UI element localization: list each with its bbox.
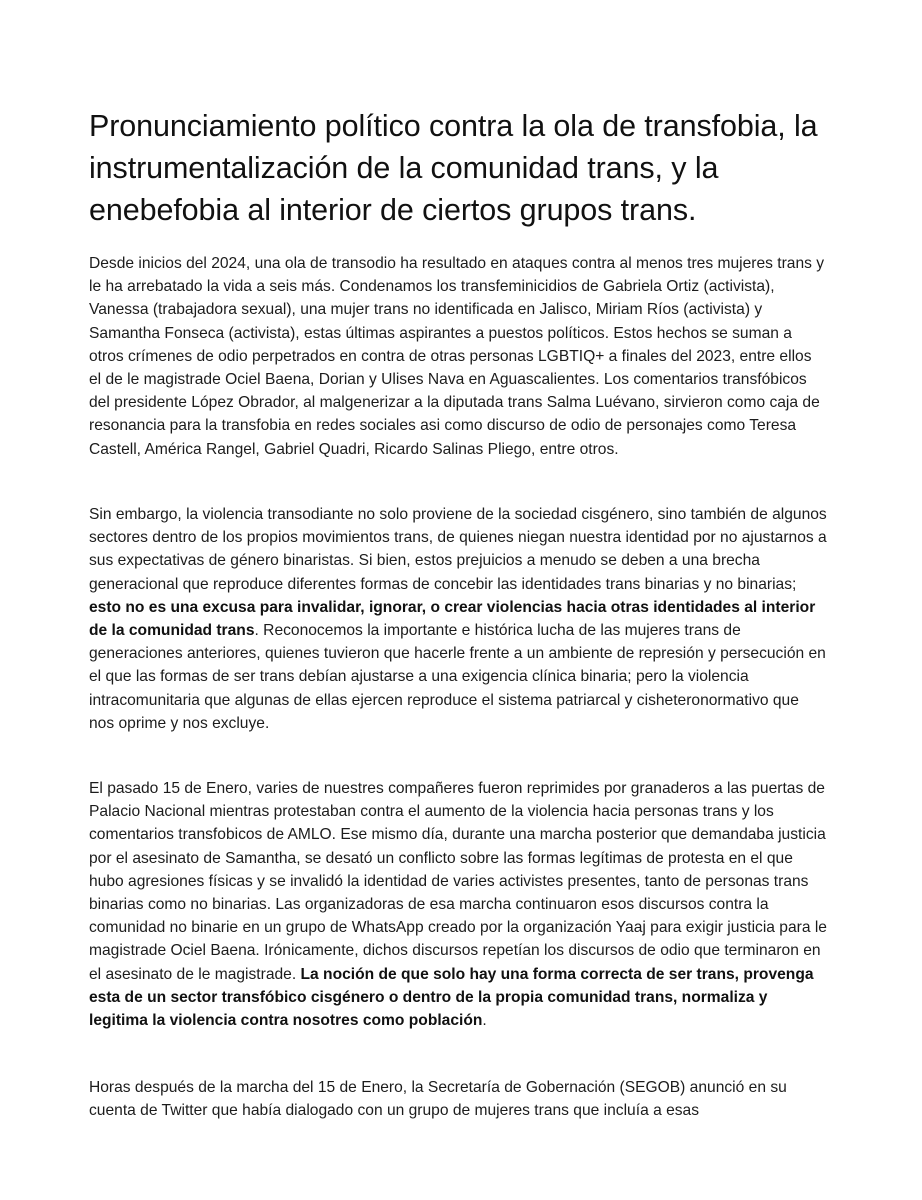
- paragraph-4-text: Horas después de la marcha del 15 de Enero, la Secretaría de Gobernación (SEGOB) anunció en su cuenta de Twitter que había dialogado con un grupo de mujeres trans que incluía a esas: [89, 1079, 787, 1120]
- paragraph-3: [89, 777, 827, 1032]
- paragraph-2-bold-statement: esto no es una excusa para invalidar, ignorar, o crear violencias hacia otras identidades al interior de la comunidad trans: [89, 598, 816, 640]
- paragraph-2-text-start: Sin embargo, la violencia transodiante no solo proviene de la sociedad cisgénero, sino también de algunos sectores dentro de los propios movimientos trans, de quienes niegan nuestra identidad por no ajustarnos a sus expectativas de género binaristas. Si bien, estos prejuicios a menudo se deben a una brecha generacional que reproduce diferentes formas de concebir las identidades trans binarias y no binarias;: [89, 506, 827, 593]
- paragraph-1-text: Desde inicios del 2024, una ola de transodio ha resultado en ataques contra al menos tres mujeres trans y le ha arrebatado la vida a seis más. Condenamos los transfeminicidios de Gabriela Ortiz (activista), Vanessa (trabajadora sexual), una mujer trans no identificada en Jalisco, Miriam Ríos (activista) y Samantha Fonseca (activista), estas últimas aspirantes a puestos políticos. Estos hechos se suman a otros crímenes de odio perpetrados en contra de otras personas LGBTIQ+ a finales del 2023, entre ellos el de le magistrade Ociel Baena, Dorian y Ulises Nava en Aguascalientes. Los comentarios transfóbicos del presidente López Obrador, al malgenerizar a la diputada trans Salma Luévano, sirvieron como caja de resonancia para la transfobia en redes sociales asi como discurso de odio de personajes como Teresa Castell, América Rangel, Gabriel Quadri, Ricardo Salinas Pliego, entre otros.: [89, 255, 825, 458]
- paragraph-2-text-end: . Reconocemos la importante e histórica lucha de las mujeres trans de generaciones anteriores, quienes tuvieron que hacerle frente a un ambiente de represión y persecución en el que las formas de ser trans debían ajustarse a una exigencia clínica binaria; pero la violencia intracomunitaria que algunas de ellas ejercen reproduce el sistema patriarcal y cisheteronormativo que nos oprime y nos excluye.: [89, 622, 826, 732]
- document-title: Pronunciamiento político contra la ola de transfobia, la instrumentalización de la comunidad trans, y la enebefobia al interior de ciertos grupos trans.: [89, 109, 818, 227]
- paragraph-4: [89, 1076, 827, 1122]
- paragraph-3-text-start: El pasado 15 de Enero, varies de nuestres compañeres fueron reprimides por granaderos a las puertas de Palacio Nacional mientras protestaban contra el aumento de la violencia hacia personas trans y los comentarios transfobicos de AMLO. Ese mismo día, durante una marcha posterior que demandaba justicia por el asesinato de Samantha, se desató un conflicto sobre las formas legítimas de protesta en el que hubo agresiones físicas y se invalidó la identidad de varies activistes presentes, tanto de personas trans binarias como no binarias. Las organizadoras de esa marcha continuaron esos discursos contra la comunidad no binarie en un grupo de WhatsApp creado por la organización Yaaj para exigir justicia para le magistrade Ociel Baena. Irónicamente, dichos discursos repetían los discursos de odio que terminaron en el asesinato de le magistrade.: [89, 780, 827, 983]
- paragraph-1: [89, 252, 827, 461]
- paragraph-3-bold-statement: La noción de que solo hay una forma correcta de ser trans, provenga esta de un sector transfóbico cisgénero o dentro de la propia comunidad trans, normaliza y legitima la violencia contra nosotres como población: [89, 965, 814, 1030]
- paragraph-3-text-end: .: [482, 1012, 487, 1030]
- paragraph-2: [89, 503, 827, 735]
